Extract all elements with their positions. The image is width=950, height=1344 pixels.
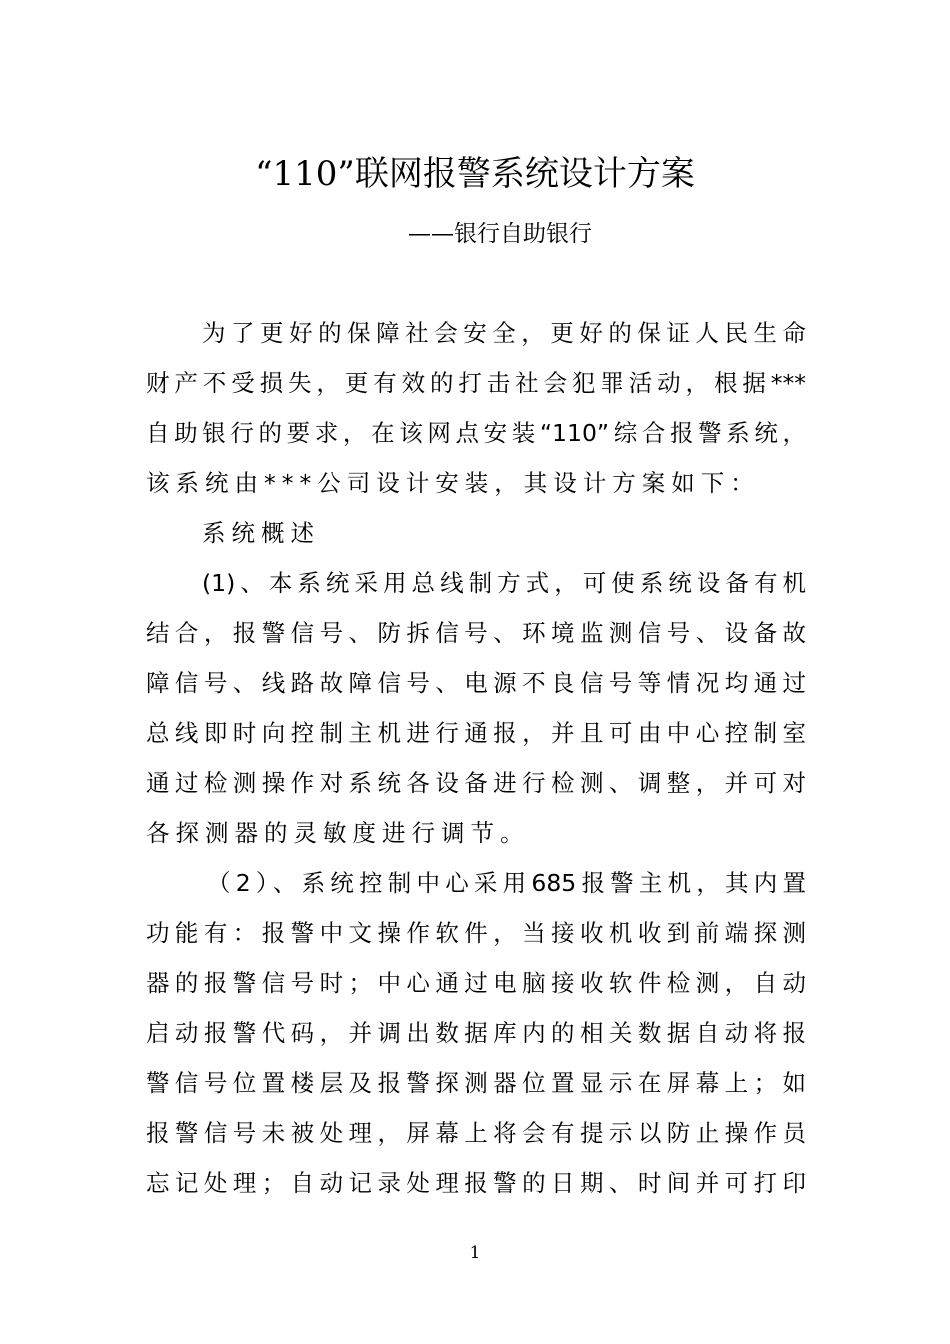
paragraph-line: 财产不受损失，更有效的打击社会犯罪活动，根据*** bbox=[146, 369, 806, 397]
paragraph-line: 报警信号未被处理，屏幕上将会有提示以防止操作员 bbox=[146, 1119, 806, 1147]
paragraph-line: 功能有：报警中文操作软件，当接收机收到前端探测 bbox=[146, 919, 806, 947]
document-title: “110”联网报警系统设计方案 bbox=[255, 154, 695, 194]
paragraph-line: 自助银行的要求，在该网点安装“110”综合报警系统， bbox=[146, 419, 806, 447]
section-heading: 系统概述 bbox=[202, 519, 320, 547]
paragraph-line: 启动报警代码，并调出数据库内的相关数据自动将报 bbox=[146, 1019, 806, 1047]
paragraph-line: 结合，报警信号、防拆信号、环境监测信号、设备故 bbox=[146, 619, 806, 647]
paragraph-line: 各探测器的灵敏度进行调节。 bbox=[146, 819, 530, 847]
paragraph-line: 器的报警信号时；中心通过电脑接收软件检测，自动 bbox=[146, 969, 806, 997]
paragraph-line: 通过检测操作对系统各设备进行检测、调整，并可对 bbox=[146, 769, 806, 797]
paragraph-line: (1)、本系统采用总线制方式，可使系统设备有机 bbox=[202, 569, 806, 597]
page-number: 1 bbox=[469, 1243, 481, 1263]
paragraph-line: 障信号、线路故障信号、电源不良信号等情况均通过 bbox=[146, 669, 806, 697]
document-subtitle: ——银行自助银行 bbox=[408, 221, 592, 247]
paragraph-line: 警信号位置楼层及报警探测器位置显示在屏幕上；如 bbox=[146, 1069, 806, 1097]
paragraph-line: （2）、系统控制中心采用685报警主机，其内置 bbox=[207, 869, 806, 897]
paragraph-line: 为了更好的保障社会安全，更好的保证人民生命 bbox=[202, 319, 806, 347]
paragraph-line: 该系统由***公司设计安装，其设计方案如下： bbox=[146, 469, 760, 497]
paragraph-line: 总线即时向控制主机进行通报，并且可由中心控制室 bbox=[146, 719, 806, 747]
paragraph-line: 忘记处理；自动记录处理报警的日期、时间并可打印 bbox=[146, 1169, 806, 1197]
